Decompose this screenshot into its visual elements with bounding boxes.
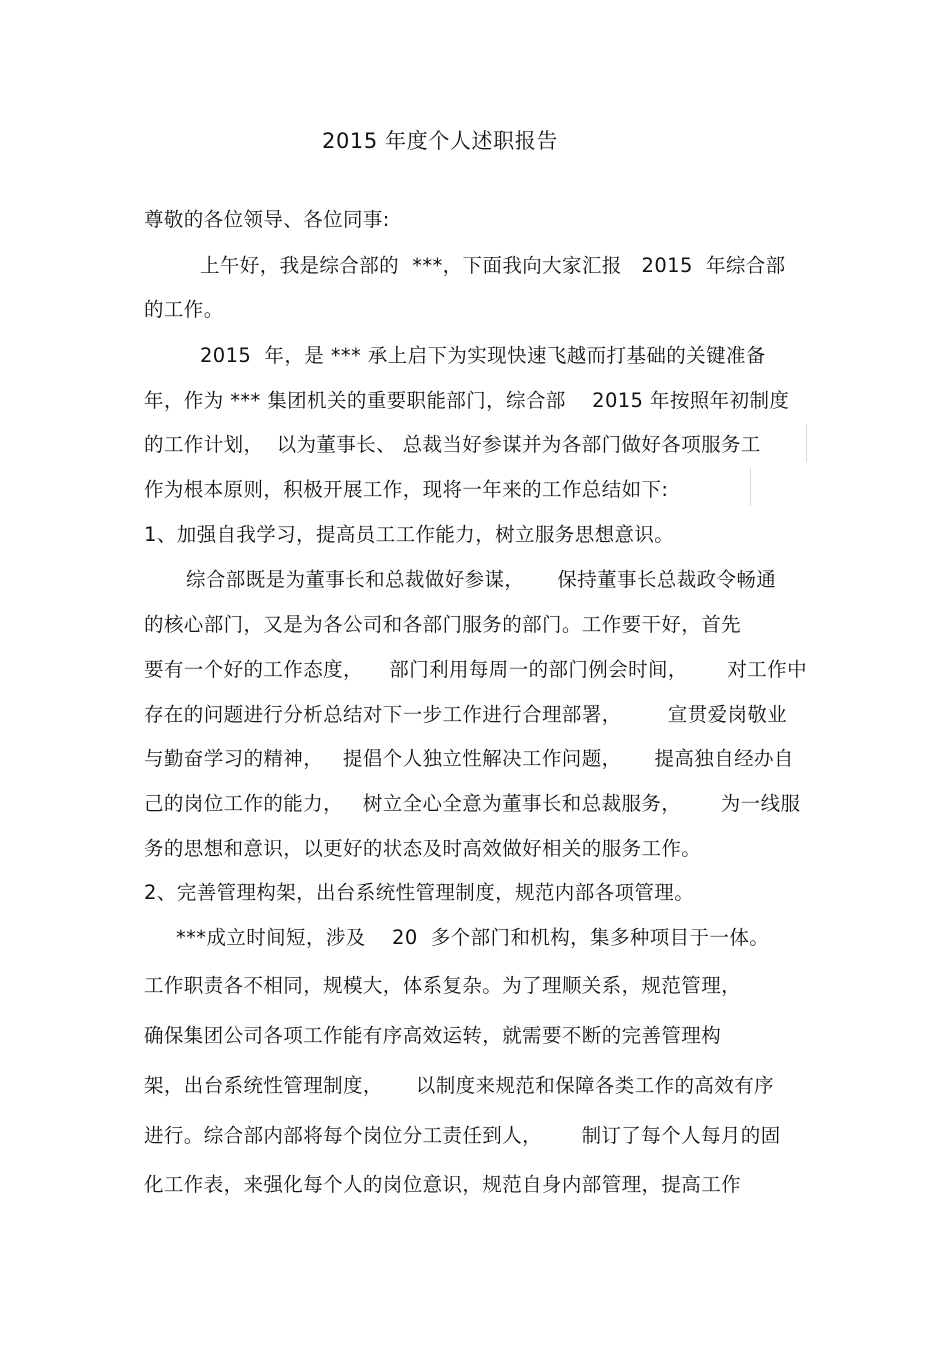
section-heading: 2、完善管理构架，出台系统性管理制度，规范内部各项管理。 (144, 881, 695, 904)
paragraph-line: 的核心部门，又是为各公司和各部门服务的部门。工作要干好，首先 (144, 613, 742, 636)
paragraph-line: 工作职责各不相同，规模大，体系复杂。为了理顺关系，规范管理， (144, 974, 742, 997)
paragraph-line: 要有一个好的工作态度， 部门利用每周一的部门例会时间， 对工作中 (144, 658, 807, 681)
salutation-line: 尊敬的各位领导、各位同事: (144, 208, 390, 231)
text-frame-divider (750, 468, 751, 506)
text-frame-divider (806, 424, 807, 462)
paragraph-line: 己的岗位工作的能力， 树立全心全意为董事长和总裁服务， 为一线服 (144, 792, 801, 815)
paragraph-line: 作为根本原则，积极开展工作，现将一年来的工作总结如下: (144, 478, 669, 501)
paragraph-line: 的工作。 (144, 298, 224, 321)
paragraph-line: 存在的问题进行分析总结对下一步工作进行合理部署， 宣贯爱岗敬业 (144, 703, 788, 726)
paragraph-line: 务的思想和意识，以更好的状态及时高效做好相关的服务工作。 (144, 837, 702, 860)
paragraph-line: 年，作为 *** 集团机关的重要职能部门，综合部 2015 年按照年初制度 (144, 389, 790, 412)
paragraph-line: 进行。综合部内部将每个岗位分工责任到人， 制订了每个人每月的固 (144, 1124, 781, 1147)
paragraph-line: 确保集团公司各项工作能有序高效运转，就需要不断的完善管理构 (144, 1024, 722, 1047)
paragraph-line: 与勤奋学习的精神， 提倡个人独立性解决工作问题， 提高独自经办自 (144, 747, 794, 770)
paragraph-line: 的工作计划， 以为董事长、 总裁当好参谋并为各部门做好各项服务工 (144, 433, 761, 456)
paragraph-line: ***成立时间短，涉及 20 多个部门和机构，集多种项目于一体。 (176, 926, 770, 949)
paragraph-line: 综合部既是为董事长和总裁做好参谋， 保持董事长总裁政令畅通 (186, 568, 777, 591)
paragraph-line: 上午好，我是综合部的 ***，下面我向大家汇报 2015 年综合部 (200, 254, 786, 277)
document-title: 2015 年度个人述职报告 (322, 129, 558, 153)
section-heading: 1、加强自我学习，提高员工工作能力，树立服务思想意识。 (144, 523, 675, 546)
paragraph-line: 化工作表，来强化每个人的岗位意识，规范自身内部管理，提高工作 (144, 1173, 742, 1196)
paragraph-line: 架，出台系统性管理制度， 以制度来规范和保障各类工作的高效有序 (144, 1074, 774, 1097)
paragraph-line: 2015 年，是 *** 承上启下为实现快速飞越而打基础的关键准备 (200, 344, 766, 367)
